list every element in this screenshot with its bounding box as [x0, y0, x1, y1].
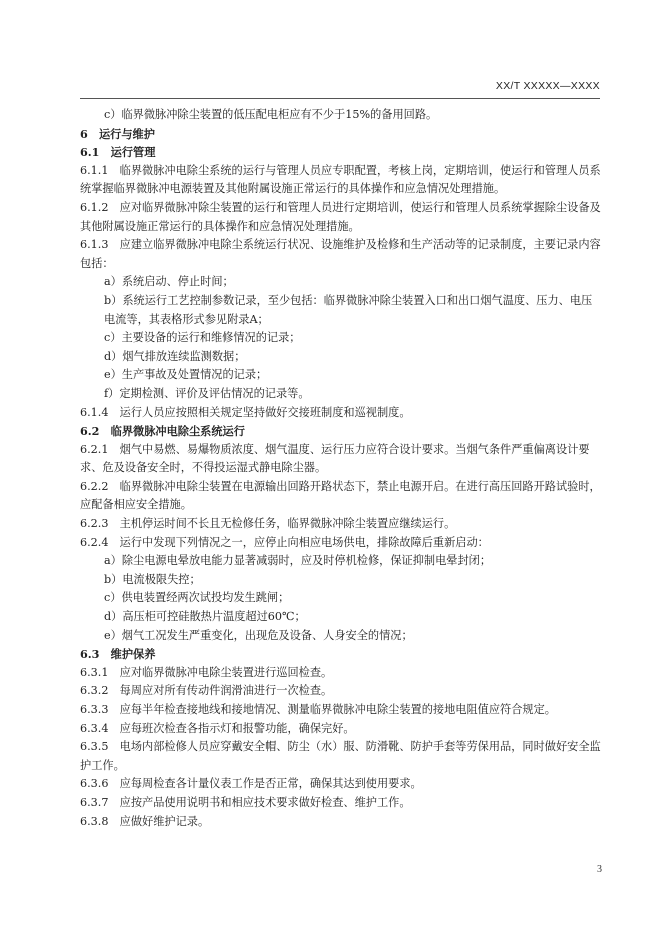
list-item: e）烟气工况发生严重变化，出现危及设备、人身安全的情况；: [104, 628, 413, 642]
list-item: d）烟气排放连续监测数据；: [104, 349, 246, 363]
clause: 6.3.3 应每半年检查接地线和接地情况、测量临界微脉冲电除尘装置的接地电阻值应符合规定。: [80, 703, 556, 716]
list-item: c）临界微脉冲除尘装置的低压配电柜应有不少于15%的备用回路。: [104, 108, 438, 121]
clause: 6.1.4 运行人员应按照相关规定坚持做好交接班制度和巡视制度。: [80, 405, 411, 419]
clause: 6.2.4 运行中发现下列情况之一，应停止向相应电场供电，排除故障后重新启动：: [80, 535, 489, 549]
clause: 6.1.3 应建立临界微脉冲电除尘系统运行状况、设施维护及检修和生产活动等的记录制度，主要记录内容包括：: [80, 238, 601, 270]
list-item: e）生产事故及处置情况的记录；: [104, 368, 268, 382]
document-body: [80, 106, 602, 831]
clause: 6.1.1 临界微脉冲电除尘系统的运行与管理人员应专职配置，考核上岗，定期培训，使运行和管理人员系统掌握临界微脉冲电源装置及其他附属设施正常运行的具体操作和应急情况处理措施。: [80, 163, 601, 196]
clause: 6.3.8 应做好维护记录。: [80, 814, 210, 828]
page-number: 3: [597, 864, 602, 875]
subsection-heading: 6.3 维护保养: [80, 647, 156, 662]
list-item: a）除尘电源电晕放电能力显著减弱时，应及时停机检修，保证抑制电晕封闭；: [104, 554, 492, 568]
clause: 6.3.2 每周应对所有传动件润滑油进行一次检查。: [80, 684, 333, 698]
clause: 6.3.7 应按产品使用说明书和相应技术要求做好检查、维护工作。: [80, 795, 411, 809]
list-item: b）系统运行工艺控制参数记录，至少包括：临界微脉冲除尘装置入口和出口烟气温度、压力、电压电流等，其表格形式参见附录A；: [104, 293, 593, 326]
list-item: d）高压柜可控硅散热片温度超过60℃；: [104, 610, 306, 624]
subsection-heading: 6.2 临界微脉冲电除尘系统运行: [80, 424, 245, 439]
header-divider: [80, 98, 600, 99]
section-heading: 6 运行与维护: [80, 126, 155, 141]
clause: 6.2.3 主机停运时间不长且无检修任务，临界微脉冲除尘装置应继续运行。: [80, 517, 456, 531]
list-item: c）主要设备的运行和维修情况的记录；: [104, 331, 301, 345]
list-item: c）供电装置经两次试投均发生跳闸；: [104, 591, 290, 605]
clause: 6.3.4 应每班次检查各指示灯和报警功能，确保完好。: [80, 721, 355, 735]
list-item: b）电流极限失控；: [104, 572, 201, 586]
clause: 6.1.2 应对临界微脉冲除尘装置的运行和管理人员进行定期培训，使运行和管理人员系统掌握除尘设备及其他附属设施正常运行的具体操作和应急情况处理措施。: [80, 200, 601, 233]
clause: 6.3.6 应每周检查各计量仪表工作是否正常，确保其达到使用要求。: [80, 777, 422, 791]
list-item: a）系统启动、停止时间；: [104, 275, 234, 289]
clause: 6.3.1 应对临界微脉冲电除尘装置进行巡回检查。: [80, 665, 333, 679]
clause: 6.2.1 烟气中易燃、易爆物质浓度、烟气温度、运行压力应符合设计要求。当烟气条件严重偏离设计要求、危及设备安全时，不得投运湿式静电除尘器。: [80, 442, 590, 475]
clause: 6.3.5 电场内部检修人员应穿戴安全帽、防尘（水）服、防滑靴、防护手套等劳保用品，同时做好安全监护工作。: [80, 740, 601, 772]
list-item: f）定期检测、评价及评估情况的记录等。: [104, 386, 310, 400]
subsection-heading: 6.1 运行管理: [80, 145, 156, 160]
standard-code: XX/T XXXXX—XXXX: [495, 80, 600, 92]
clause: 6.2.2 临界微脉冲电除尘装置在电源输出回路开路状态下，禁止电源开启。在进行高压回路开路试验时，应配备相应安全措施。: [80, 479, 601, 512]
